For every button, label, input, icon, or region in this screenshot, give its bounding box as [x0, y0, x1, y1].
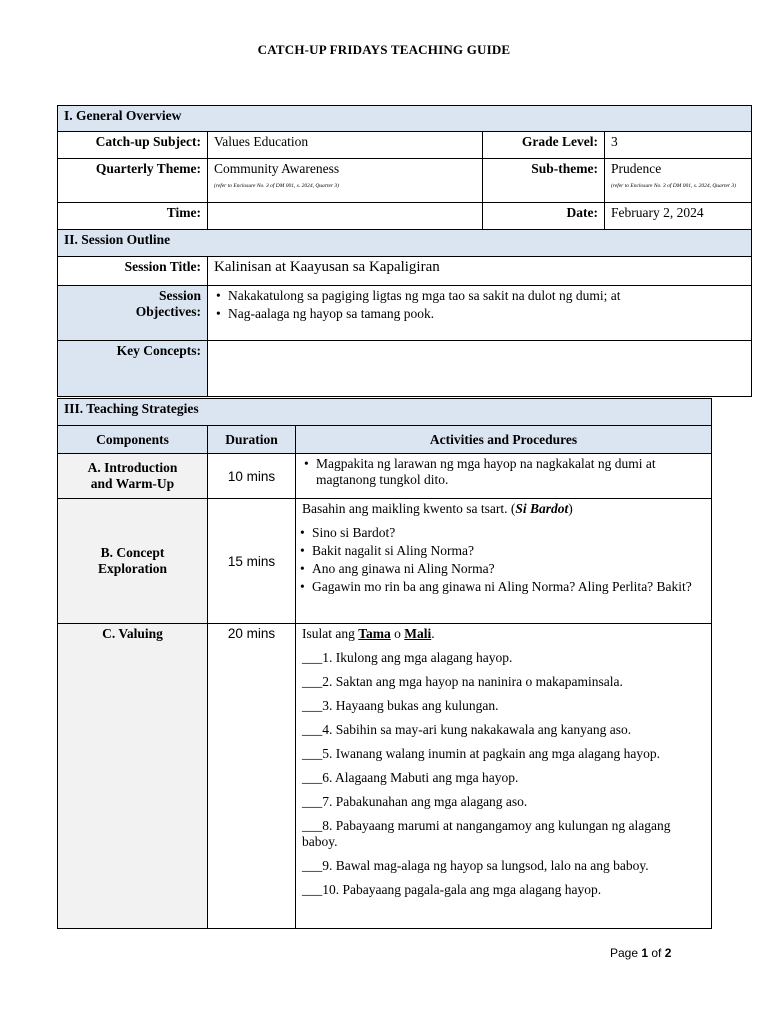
- intro-component: [58, 454, 208, 499]
- intro-activity-list: [302, 456, 705, 488]
- objective-item: • Nag-aalaga ng hayop sa tamang pook.: [226, 306, 745, 322]
- concept-intro-text: [302, 501, 705, 517]
- time-label: Time:: [58, 203, 208, 230]
- grade-value: 3: [605, 132, 752, 159]
- valuing-activity-cell: [296, 624, 712, 929]
- col-header-components: Components: [58, 426, 208, 454]
- objectives-label-line2: Objectives:: [135, 304, 201, 319]
- section-teaching-strategies: III. Teaching Strategies: [58, 399, 712, 426]
- valuing-item: ___5. Iwanang walang inumin at pagkain ang mga alagang hayop.: [302, 746, 661, 761]
- page-of: of: [648, 946, 665, 960]
- concept-name-line1: B. Concept: [100, 545, 165, 560]
- valuing-item: ___7. Pabakunahan ang mga alagang aso.: [302, 794, 528, 809]
- objective-item: • Nakakatulong sa pagiging ligtas ng mga tao sa sakit na dulot ng dumi; at: [226, 288, 745, 304]
- key-concepts-value: [208, 341, 752, 397]
- instruction-or: o: [390, 626, 405, 641]
- concept-question: • Bakit nagalit si Aling Norma?: [310, 543, 705, 559]
- concept-question: • Ano ang ginawa ni Aling Norma?: [310, 561, 705, 577]
- subject-label: Catch-up Subject:: [58, 132, 208, 159]
- concept-intro: Basahin ang maikling kwento sa tsart. (: [302, 501, 516, 516]
- intro-name-line2: and Warm-Up: [90, 476, 175, 491]
- objectives-list: [214, 288, 745, 322]
- concept-intro-close: ): [568, 501, 573, 516]
- objectives-cell: [208, 286, 752, 341]
- page-total: 2: [664, 946, 672, 960]
- instruction-post: .: [431, 626, 435, 641]
- theme-label: Quarterly Theme:: [58, 159, 208, 203]
- col-header-activities: Activities and Procedures: [296, 426, 712, 454]
- concept-questions: [302, 525, 705, 595]
- subject-value: Values Education: [208, 132, 483, 159]
- session-title-label: Session Title:: [58, 257, 208, 286]
- concept-activity-cell: [296, 499, 712, 624]
- teaching-guide-table: [57, 105, 752, 397]
- valuing-item: ___3. Hayaang bukas ang kulungan.: [302, 698, 499, 713]
- instruction-pre: Isulat ang: [302, 626, 359, 641]
- valuing-item: ___4. Sabihin sa may-ari kung nakakawala ang kanyang aso.: [302, 722, 632, 737]
- valuing-item: ___6. Alagaang Mabuti ang mga hayop.: [302, 770, 519, 785]
- concept-question: • Gagawin mo rin ba ang ginawa ni Aling Norma? Aling Perlita? Bakit?: [310, 579, 705, 595]
- grade-label: Grade Level:: [483, 132, 605, 159]
- valuing-item: ___10. Pabayaang pagala-gala ang mga alagang hayop.: [302, 882, 602, 897]
- intro-activity: • Magpakita ng larawan ng mga hayop na nagkakalat ng dumi at magtanong tungkol dito.: [314, 456, 705, 488]
- concept-name-line2: Exploration: [97, 561, 167, 576]
- valuing-duration: 20 mins: [208, 624, 296, 929]
- subtheme-cell: [605, 159, 752, 203]
- tama-word: Tama: [358, 626, 391, 641]
- subtheme-value: Prudence: [611, 161, 662, 176]
- teaching-strategies-table: [57, 398, 712, 929]
- valuing-item: ___9. Bawal mag-alaga ng hayop sa lungsod, lalo na ang baboy.: [302, 858, 649, 873]
- valuing-item: ___2. Saktan ang mga hayop na naninira o makapaminsala.: [302, 674, 623, 689]
- session-title-value: Kalinisan at Kaayusan sa Kapaligiran: [208, 257, 752, 286]
- section-session-outline: II. Session Outline: [58, 230, 752, 257]
- objectives-label-line1: Session: [158, 288, 201, 303]
- date-value: February 2, 2024: [605, 203, 752, 230]
- objectives-label: [58, 286, 208, 341]
- theme-value: Community Awareness: [214, 161, 340, 176]
- concept-duration: 15 mins: [208, 499, 296, 624]
- concept-component: [58, 499, 208, 624]
- section-general-overview: I. General Overview: [58, 106, 752, 132]
- intro-duration: 10 mins: [208, 454, 296, 499]
- subtheme-reference: (refer to Enclosure No. 3 of DM 001, s. 2024, Quarter 3): [611, 183, 737, 189]
- page-word: Page: [610, 946, 642, 960]
- time-value: [208, 203, 483, 230]
- valuing-instruction: [302, 626, 705, 642]
- intro-name-line1: A. Introduction: [87, 460, 178, 475]
- theme-cell: [208, 159, 483, 203]
- intro-activity-cell: [296, 454, 712, 499]
- valuing-item: ___8. Pabayaang marumi at nangangamoy ang kulungan ng alagang baboy.: [302, 818, 671, 849]
- valuing-item: ___1. Ikulong ang mga alagang hayop.: [302, 650, 513, 665]
- page-number: [610, 946, 671, 960]
- theme-reference: (refer to Enclosure No. 3 of DM 001, s. 2024, Quarter 3): [214, 183, 340, 189]
- document-title: CATCH-UP FRIDAYS TEACHING GUIDE: [257, 42, 511, 57]
- key-concepts-label: Key Concepts:: [58, 341, 208, 397]
- subtheme-label: Sub-theme:: [483, 159, 605, 203]
- story-title: Si Bardot: [515, 501, 569, 516]
- valuing-component: C. Valuing: [58, 624, 208, 929]
- page-current: 1: [641, 946, 649, 960]
- date-label: Date:: [483, 203, 605, 230]
- concept-question: • Sino si Bardot?: [310, 525, 705, 541]
- mali-word: Mali: [404, 626, 432, 641]
- col-header-duration: Duration: [208, 426, 296, 454]
